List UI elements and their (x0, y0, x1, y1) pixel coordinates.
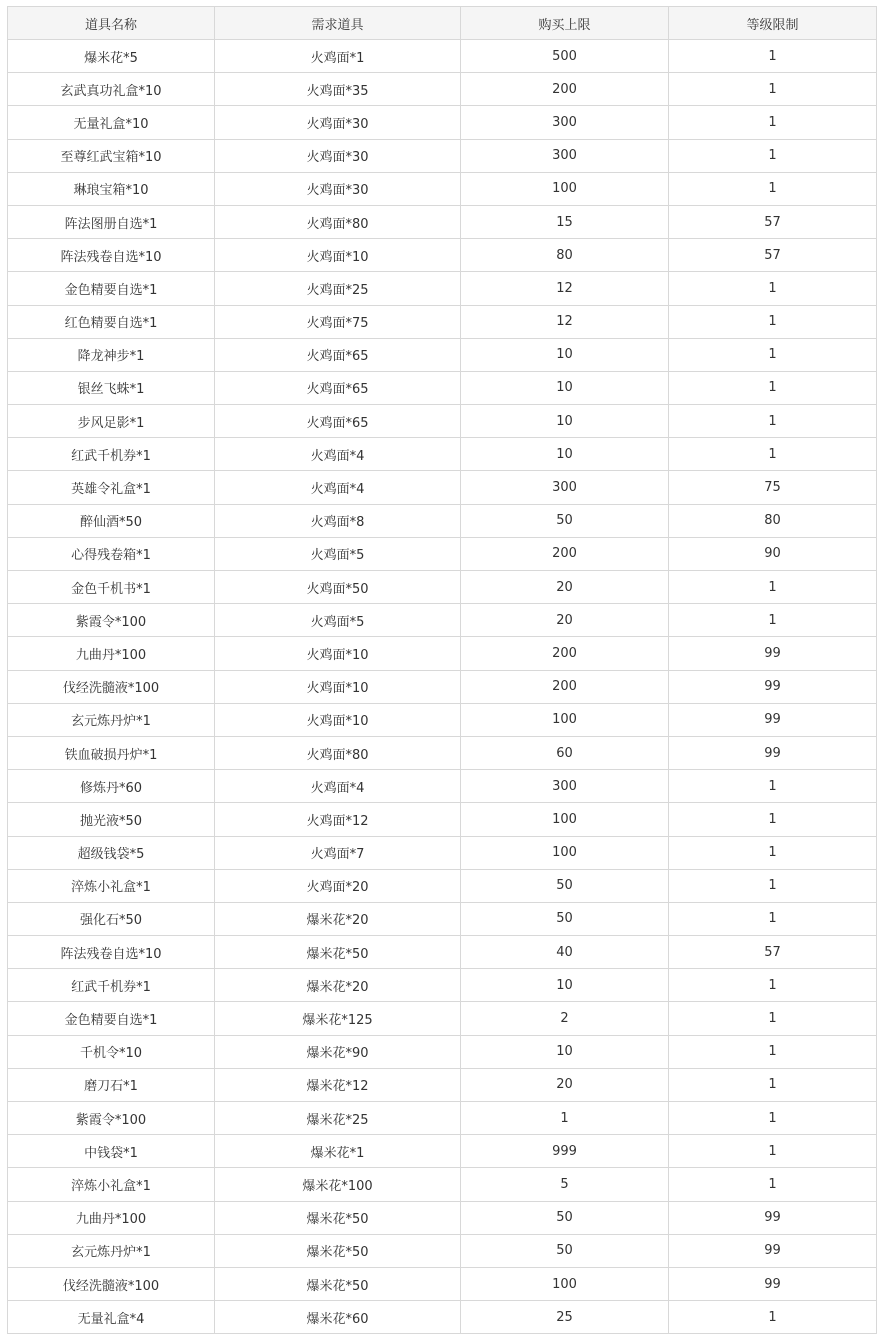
cell-item-name: 伐经洗髓液*100 (8, 670, 215, 703)
table-row (8, 438, 877, 471)
cell-purchase-limit: 20 (461, 1068, 669, 1101)
cell-item-name: 修炼丹*60 (8, 770, 215, 803)
cell-purchase-limit: 100 (461, 1267, 669, 1300)
cell-level-limit: 57 (669, 936, 877, 969)
cell-purchase-limit: 500 (461, 40, 669, 73)
cell-item-name: 淬炼小礼盒*1 (8, 1168, 215, 1201)
cell-level-limit: 57 (669, 205, 877, 238)
cell-required-item: 爆米花*50 (215, 1201, 461, 1234)
table-row (8, 272, 877, 305)
cell-required-item: 爆米花*25 (215, 1102, 461, 1135)
exchange-table (7, 6, 877, 1334)
cell-purchase-limit: 10 (461, 969, 669, 1002)
cell-required-item: 火鸡面*10 (215, 239, 461, 272)
cell-required-item: 爆米花*20 (215, 902, 461, 935)
cell-item-name: 超级钱袋*5 (8, 836, 215, 869)
cell-item-name: 银丝飞蛛*1 (8, 371, 215, 404)
cell-required-item: 火鸡面*12 (215, 803, 461, 836)
cell-item-name: 磨刀石*1 (8, 1068, 215, 1101)
cell-purchase-limit: 10 (461, 338, 669, 371)
cell-purchase-limit: 80 (461, 239, 669, 272)
cell-item-name: 千机令*10 (8, 1035, 215, 1068)
cell-level-limit: 1 (669, 1002, 877, 1035)
table-row (8, 40, 877, 73)
cell-level-limit: 1 (669, 836, 877, 869)
cell-item-name: 步风足影*1 (8, 405, 215, 438)
cell-item-name: 伐经洗髓液*100 (8, 1267, 215, 1300)
cell-level-limit: 1 (669, 405, 877, 438)
cell-required-item: 火鸡面*4 (215, 471, 461, 504)
cell-level-limit: 1 (669, 106, 877, 139)
cell-level-limit: 1 (669, 139, 877, 172)
table-row (8, 405, 877, 438)
cell-purchase-limit: 50 (461, 902, 669, 935)
cell-level-limit: 99 (669, 670, 877, 703)
cell-level-limit: 99 (669, 703, 877, 736)
cell-item-name: 玄元炼丹炉*1 (8, 703, 215, 736)
table-row (8, 1002, 877, 1035)
cell-level-limit: 1 (669, 40, 877, 73)
table-row (8, 869, 877, 902)
cell-required-item: 火鸡面*75 (215, 305, 461, 338)
cell-item-name: 红色精要自选*1 (8, 305, 215, 338)
table-row (8, 338, 877, 371)
cell-required-item: 爆米花*100 (215, 1168, 461, 1201)
cell-level-limit: 1 (669, 305, 877, 338)
table-header (8, 7, 877, 40)
cell-level-limit: 75 (669, 471, 877, 504)
cell-required-item: 火鸡面*4 (215, 438, 461, 471)
cell-purchase-limit: 1 (461, 1102, 669, 1135)
table-row (8, 471, 877, 504)
cell-purchase-limit: 50 (461, 1234, 669, 1267)
cell-purchase-limit: 60 (461, 736, 669, 769)
cell-level-limit: 1 (669, 571, 877, 604)
cell-item-name: 铁血破损丹炉*1 (8, 736, 215, 769)
cell-required-item: 爆米花*90 (215, 1035, 461, 1068)
cell-purchase-limit: 300 (461, 139, 669, 172)
cell-item-name: 醉仙酒*50 (8, 504, 215, 537)
cell-item-name: 紫霞令*100 (8, 1102, 215, 1135)
cell-required-item: 爆米花*50 (215, 936, 461, 969)
cell-purchase-limit: 50 (461, 1201, 669, 1234)
cell-required-item: 火鸡面*1 (215, 40, 461, 73)
cell-purchase-limit: 25 (461, 1301, 669, 1334)
cell-level-limit: 1 (669, 1068, 877, 1101)
cell-required-item: 火鸡面*65 (215, 338, 461, 371)
cell-item-name: 强化石*50 (8, 902, 215, 935)
cell-level-limit: 99 (669, 736, 877, 769)
header-purchase-limit: 购买上限 (461, 7, 669, 40)
cell-item-name: 爆米花*5 (8, 40, 215, 73)
cell-required-item: 火鸡面*30 (215, 106, 461, 139)
table-row (8, 770, 877, 803)
table-row (8, 571, 877, 604)
cell-purchase-limit: 100 (461, 803, 669, 836)
cell-required-item: 爆米花*50 (215, 1267, 461, 1300)
cell-required-item: 火鸡面*30 (215, 139, 461, 172)
cell-purchase-limit: 10 (461, 371, 669, 404)
table-row (8, 736, 877, 769)
table-row (8, 504, 877, 537)
cell-purchase-limit: 200 (461, 637, 669, 670)
cell-required-item: 火鸡面*80 (215, 736, 461, 769)
cell-item-name: 淬炼小礼盒*1 (8, 869, 215, 902)
cell-purchase-limit: 999 (461, 1135, 669, 1168)
table-row (8, 936, 877, 969)
cell-purchase-limit: 12 (461, 305, 669, 338)
table-row (8, 703, 877, 736)
table-row (8, 172, 877, 205)
cell-purchase-limit: 2 (461, 1002, 669, 1035)
cell-required-item: 火鸡面*10 (215, 670, 461, 703)
cell-required-item: 爆米花*50 (215, 1234, 461, 1267)
cell-item-name: 玄武真功礼盒*10 (8, 73, 215, 106)
cell-level-limit: 99 (669, 1234, 877, 1267)
cell-item-name: 无量礼盒*10 (8, 106, 215, 139)
table-row (8, 1267, 877, 1300)
cell-level-limit: 1 (669, 604, 877, 637)
cell-required-item: 火鸡面*30 (215, 172, 461, 205)
table-row (8, 902, 877, 935)
cell-level-limit: 1 (669, 1301, 877, 1334)
table-row (8, 205, 877, 238)
cell-required-item: 火鸡面*10 (215, 637, 461, 670)
table-row (8, 73, 877, 106)
cell-required-item: 爆米花*125 (215, 1002, 461, 1035)
cell-required-item: 火鸡面*20 (215, 869, 461, 902)
cell-level-limit: 1 (669, 73, 877, 106)
table-body (8, 40, 877, 1334)
table-row (8, 836, 877, 869)
cell-required-item: 火鸡面*50 (215, 571, 461, 604)
cell-required-item: 爆米花*60 (215, 1301, 461, 1334)
cell-level-limit: 1 (669, 803, 877, 836)
cell-level-limit: 1 (669, 1102, 877, 1135)
cell-level-limit: 1 (669, 902, 877, 935)
cell-purchase-limit: 200 (461, 670, 669, 703)
table-row (8, 371, 877, 404)
table-row (8, 1301, 877, 1334)
cell-level-limit: 1 (669, 438, 877, 471)
cell-required-item: 火鸡面*4 (215, 770, 461, 803)
cell-required-item: 火鸡面*7 (215, 836, 461, 869)
cell-purchase-limit: 20 (461, 604, 669, 637)
table-row (8, 1168, 877, 1201)
cell-purchase-limit: 100 (461, 836, 669, 869)
cell-purchase-limit: 10 (461, 405, 669, 438)
cell-item-name: 阵法残卷自选*10 (8, 239, 215, 272)
table-row (8, 1201, 877, 1234)
table-row (8, 1135, 877, 1168)
cell-level-limit: 57 (669, 239, 877, 272)
cell-level-limit: 1 (669, 172, 877, 205)
cell-item-name: 英雄令礼盒*1 (8, 471, 215, 504)
header-item-name: 道具名称 (8, 7, 215, 40)
cell-purchase-limit: 5 (461, 1168, 669, 1201)
cell-purchase-limit: 50 (461, 869, 669, 902)
cell-purchase-limit: 20 (461, 571, 669, 604)
cell-purchase-limit: 200 (461, 73, 669, 106)
table-row (8, 803, 877, 836)
cell-level-limit: 1 (669, 371, 877, 404)
cell-purchase-limit: 12 (461, 272, 669, 305)
cell-level-limit: 1 (669, 338, 877, 371)
cell-item-name: 金色精要自选*1 (8, 1002, 215, 1035)
cell-item-name: 九曲丹*100 (8, 1201, 215, 1234)
table-row (8, 305, 877, 338)
cell-item-name: 金色千机书*1 (8, 571, 215, 604)
cell-item-name: 金色精要自选*1 (8, 272, 215, 305)
cell-item-name: 阵法图册自选*1 (8, 205, 215, 238)
table-row (8, 1035, 877, 1068)
cell-purchase-limit: 10 (461, 438, 669, 471)
cell-purchase-limit: 300 (461, 106, 669, 139)
cell-item-name: 心得残卷箱*1 (8, 537, 215, 570)
cell-required-item: 火鸡面*10 (215, 703, 461, 736)
cell-item-name: 中钱袋*1 (8, 1135, 215, 1168)
cell-required-item: 火鸡面*8 (215, 504, 461, 537)
cell-purchase-limit: 50 (461, 504, 669, 537)
cell-purchase-limit: 300 (461, 770, 669, 803)
cell-purchase-limit: 300 (461, 471, 669, 504)
cell-item-name: 紫霞令*100 (8, 604, 215, 637)
cell-required-item: 火鸡面*5 (215, 604, 461, 637)
table-row (8, 604, 877, 637)
cell-required-item: 火鸡面*65 (215, 371, 461, 404)
cell-level-limit: 1 (669, 969, 877, 1002)
cell-level-limit: 1 (669, 770, 877, 803)
cell-required-item: 爆米花*1 (215, 1135, 461, 1168)
cell-level-limit: 90 (669, 537, 877, 570)
cell-required-item: 爆米花*12 (215, 1068, 461, 1101)
cell-level-limit: 1 (669, 272, 877, 305)
table-row (8, 1068, 877, 1101)
cell-level-limit: 99 (669, 1267, 877, 1300)
cell-item-name: 无量礼盒*4 (8, 1301, 215, 1334)
cell-level-limit: 1 (669, 1035, 877, 1068)
table-row (8, 969, 877, 1002)
cell-purchase-limit: 40 (461, 936, 669, 969)
header-required-item: 需求道具 (215, 7, 461, 40)
table-row (8, 670, 877, 703)
table-row (8, 1234, 877, 1267)
cell-required-item: 火鸡面*65 (215, 405, 461, 438)
table-row (8, 139, 877, 172)
cell-purchase-limit: 10 (461, 1035, 669, 1068)
cell-required-item: 火鸡面*35 (215, 73, 461, 106)
table-row (8, 637, 877, 670)
cell-item-name: 玄元炼丹炉*1 (8, 1234, 215, 1267)
cell-level-limit: 1 (669, 1168, 877, 1201)
cell-item-name: 红武千机券*1 (8, 969, 215, 1002)
cell-item-name: 九曲丹*100 (8, 637, 215, 670)
cell-item-name: 至尊红武宝箱*10 (8, 139, 215, 172)
cell-required-item: 火鸡面*80 (215, 205, 461, 238)
table-row (8, 239, 877, 272)
cell-level-limit: 99 (669, 1201, 877, 1234)
cell-required-item: 火鸡面*25 (215, 272, 461, 305)
cell-required-item: 爆米花*20 (215, 969, 461, 1002)
table-row (8, 106, 877, 139)
cell-item-name: 琳琅宝箱*10 (8, 172, 215, 205)
table-row (8, 537, 877, 570)
cell-purchase-limit: 100 (461, 703, 669, 736)
cell-item-name: 抛光液*50 (8, 803, 215, 836)
header-row (8, 7, 877, 40)
cell-purchase-limit: 100 (461, 172, 669, 205)
cell-item-name: 红武千机券*1 (8, 438, 215, 471)
cell-item-name: 降龙神步*1 (8, 338, 215, 371)
cell-level-limit: 99 (669, 637, 877, 670)
header-level-limit: 等级限制 (669, 7, 877, 40)
cell-level-limit: 80 (669, 504, 877, 537)
cell-purchase-limit: 200 (461, 537, 669, 570)
cell-required-item: 火鸡面*5 (215, 537, 461, 570)
cell-level-limit: 1 (669, 869, 877, 902)
cell-item-name: 阵法残卷自选*10 (8, 936, 215, 969)
cell-level-limit: 1 (669, 1135, 877, 1168)
cell-purchase-limit: 15 (461, 205, 669, 238)
table-row (8, 1102, 877, 1135)
